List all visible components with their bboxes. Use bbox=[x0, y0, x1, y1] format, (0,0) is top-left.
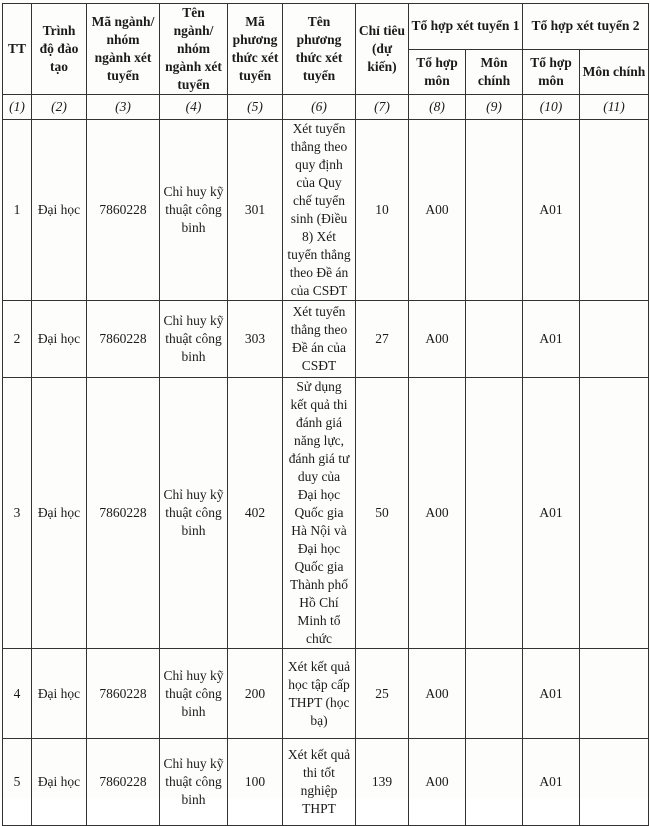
cell-quota: 25 bbox=[356, 649, 409, 739]
cell-method-code: 200 bbox=[228, 649, 283, 739]
cell-method-code: 301 bbox=[228, 120, 283, 301]
cell-combo2-subject-group: A01 bbox=[523, 120, 580, 301]
cell-level: Đại học bbox=[32, 301, 87, 378]
cell-combo2-subject-group: A01 bbox=[523, 649, 580, 739]
cell-combo1-subject-group: A00 bbox=[409, 649, 466, 739]
cell-combo1-main-subject bbox=[466, 378, 523, 649]
column-index: (3) bbox=[87, 95, 160, 120]
table-row bbox=[3, 739, 649, 826]
cell-combo2-main-subject bbox=[580, 649, 649, 739]
cell-combo1-main-subject bbox=[466, 649, 523, 739]
cell-combo1-subject-group: A00 bbox=[409, 378, 466, 649]
cell-combo1-main-subject bbox=[466, 739, 523, 826]
column-index-row bbox=[3, 95, 649, 120]
cell-level: Đại học bbox=[32, 649, 87, 739]
header-combo2-subject-group: Tổ hợp môn bbox=[523, 49, 580, 95]
cell-combo2-subject-group: A01 bbox=[523, 739, 580, 826]
table-row bbox=[3, 649, 649, 739]
cell-tt: 1 bbox=[3, 120, 32, 301]
column-index: (4) bbox=[160, 95, 228, 120]
cell-major-code: 7860228 bbox=[87, 378, 160, 649]
cell-combo1-subject-group: A00 bbox=[409, 120, 466, 301]
column-index: (7) bbox=[356, 95, 409, 120]
cell-quota: 139 bbox=[356, 739, 409, 826]
cell-tt: 2 bbox=[3, 301, 32, 378]
cell-level: Đại học bbox=[32, 739, 87, 826]
header-combo1-subject-group: Tổ hợp môn bbox=[409, 49, 466, 95]
table-row bbox=[3, 301, 649, 378]
cell-tt: 4 bbox=[3, 649, 32, 739]
header-combo1-main-subject: Môn chính bbox=[466, 49, 523, 95]
header-quota: Chỉ tiêu (dự kiến) bbox=[356, 4, 409, 95]
column-index: (8) bbox=[409, 95, 466, 120]
cell-level: Đại học bbox=[32, 378, 87, 649]
header-row bbox=[3, 4, 649, 50]
cell-method-name: Xét tuyển thẳng theo Đề án của CSĐT bbox=[283, 301, 356, 378]
header-method-name: Tên phương thức xét tuyển bbox=[283, 4, 356, 95]
cell-major-code: 7860228 bbox=[87, 301, 160, 378]
cell-method-name: Sử dụng kết quả thi đánh giá năng lực, đánh giá tư duy của Đại học Quốc gia Hà Nội và Đại học Quốc gia Thành phố Hồ Chí Minh tổ chức bbox=[283, 378, 356, 649]
column-index: (5) bbox=[228, 95, 283, 120]
cell-level: Đại học bbox=[32, 120, 87, 301]
cell-major-code: 7860228 bbox=[87, 649, 160, 739]
cell-major-name: Chỉ huy kỹ thuật công binh bbox=[160, 649, 228, 739]
cell-combo1-subject-group: A00 bbox=[409, 301, 466, 378]
column-index: (9) bbox=[466, 95, 523, 120]
header-major-name: Tên ngành/ nhóm ngành xét tuyển bbox=[160, 4, 228, 95]
cell-combo2-main-subject bbox=[580, 301, 649, 378]
cell-major-name: Chỉ huy kỹ thuật công binh bbox=[160, 378, 228, 649]
table-row bbox=[3, 378, 649, 649]
cell-combo2-main-subject bbox=[580, 120, 649, 301]
cell-tt: 5 bbox=[3, 739, 32, 826]
column-index: (2) bbox=[32, 95, 87, 120]
cell-method-code: 100 bbox=[228, 739, 283, 826]
cell-major-name: Chỉ huy kỹ thuật công binh bbox=[160, 739, 228, 826]
header-combo1: Tổ hợp xét tuyển 1 bbox=[409, 4, 523, 50]
column-index: (11) bbox=[580, 95, 649, 120]
cell-major-name: Chỉ huy kỹ thuật công binh bbox=[160, 120, 228, 301]
cell-quota: 10 bbox=[356, 120, 409, 301]
cell-combo2-main-subject bbox=[580, 739, 649, 826]
header-combo2: Tổ hợp xét tuyển 2 bbox=[523, 4, 649, 50]
column-index: (6) bbox=[283, 95, 356, 120]
column-index: (1) bbox=[3, 95, 32, 120]
cell-method-name: Xét kết quả thi tốt nghiệp THPT bbox=[283, 739, 356, 826]
cell-combo1-main-subject bbox=[466, 120, 523, 301]
cell-combo1-main-subject bbox=[466, 301, 523, 378]
column-index: (10) bbox=[523, 95, 580, 120]
cell-tt: 3 bbox=[3, 378, 32, 649]
cell-method-code: 303 bbox=[228, 301, 283, 378]
cell-combo2-subject-group: A01 bbox=[523, 301, 580, 378]
cell-major-code: 7860228 bbox=[87, 739, 160, 826]
cell-major-name: Chỉ huy kỹ thuật công binh bbox=[160, 301, 228, 378]
header-method-code: Mã phương thức xét tuyển bbox=[228, 4, 283, 95]
header-tt: TT bbox=[3, 4, 32, 95]
header-level: Trình độ đào tạo bbox=[32, 4, 87, 95]
cell-method-code: 402 bbox=[228, 378, 283, 649]
cell-combo2-main-subject bbox=[580, 378, 649, 649]
admission-table bbox=[2, 3, 649, 826]
cell-method-name: Xét tuyển thẳng theo quy định của Quy chế tuyển sinh (Điều 8) Xét tuyển thẳng theo Đề án của CSĐT bbox=[283, 120, 356, 301]
cell-quota: 50 bbox=[356, 378, 409, 649]
cell-major-code: 7860228 bbox=[87, 120, 160, 301]
table-row bbox=[3, 120, 649, 301]
header-combo2-main-subject: Môn chính bbox=[580, 49, 649, 95]
cell-quota: 27 bbox=[356, 301, 409, 378]
cell-combo2-subject-group: A01 bbox=[523, 378, 580, 649]
cell-method-name: Xét kết quả học tập cấp THPT (học bạ) bbox=[283, 649, 356, 739]
header-major-code: Mã ngành/ nhóm ngành xét tuyển bbox=[87, 4, 160, 95]
cell-combo1-subject-group: A00 bbox=[409, 739, 466, 826]
